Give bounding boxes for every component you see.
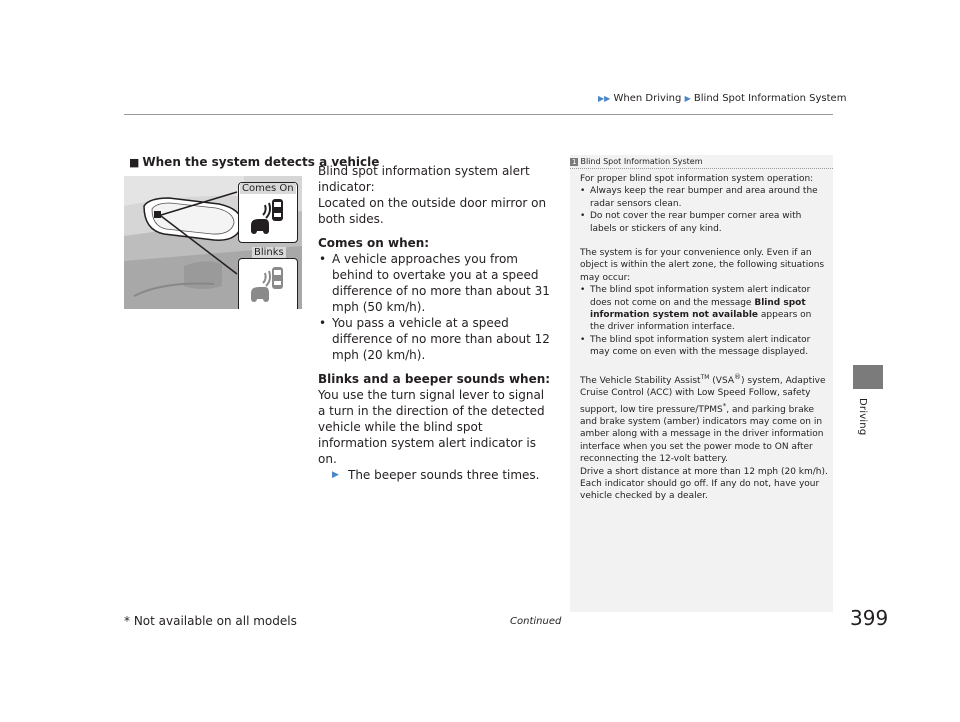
breadcrumb-arrow-icon: ▶▶ [598,94,611,103]
note-paragraph: The system is for your convenience only. Even if an object is within the alert zone, the following situations may occur: [580,248,825,283]
breadcrumb [598,93,846,104]
blinks-heading: Blinks and a beeper sounds when: [318,372,551,386]
section-heading: ■ When the system detects a vehicle [129,155,380,169]
blinks-text: You use the turn signal lever to signal a turn in the direction of the detected vehicle while the blind spot information system alert indicator is on. [318,388,545,466]
beeper-note: ▶ The beeper sounds three times. [332,468,540,482]
side-note-body [580,173,828,503]
comes-on-item: • You pass a vehicle at a speed difference of no more than about 12 mph (20 km/h). [319,316,550,362]
side-note-divider [570,168,833,169]
intro-line-1: Blind spot information system alert indicator: [318,164,530,194]
note-paragraph: The Vehicle Stability Assist™ (VSA®) system, Adaptive Cruise Control (ACC) with Low Speed Follow, safety support, low tire pressure/TPMS*, and parking brake and brake system (amber) indicators may come on in amber along with a message in the driver information interface when you set the power mode to ON after reconnecting the 12-volt battery. [580,372,826,465]
breadcrumb-item-blind-spot: Blind Spot Information System [693,93,847,104]
chapter-tab [853,365,883,389]
note-bullet: • The blind spot information system alert indicator may come on even with the message displayed. [580,334,811,358]
page-number: 399 [850,606,889,630]
mirror-illustration [124,176,302,309]
chapter-tab-label: Driving [857,398,868,436]
main-text [318,163,554,483]
note-paragraph: For proper blind spot information system operation: [580,174,814,184]
comes-on-label: Comes On [242,183,294,194]
header-divider [124,114,833,115]
comes-on-heading: Comes on when: [318,236,430,250]
intro-line-2: Located on the outside door mirror on both sides. [318,196,547,226]
side-note-title: 1 Blind Spot Information System [572,157,703,166]
breadcrumb-arrow-icon: ▶ [684,94,691,103]
note-number-badge: 1 [572,158,577,166]
section-square-icon: ■ [129,156,140,169]
comes-on-item: • A vehicle approaches you from behind to overtake you at a speed difference of no more than about 31 mph (50 km/h). [319,252,550,314]
note-bullet: • Do not cover the rear bumper corner area with labels or stickers of any kind. [580,211,802,234]
blinks-label: Blinks [254,247,284,258]
note-paragraph: Drive a short distance at more than 12 mph (20 km/h). Each indicator should go off. If any do not, have your vehicle checked by a dealer. [580,466,828,502]
continued-label: Continued [510,616,562,627]
footnote: * Not available on all models [124,614,297,628]
blind-spot-indicator-blink-icon [239,259,296,309]
reference-arrow-icon: ▶ [332,470,339,480]
note-bullet: • Always keep the rear bumper and area around the radar sensors clean. [580,186,818,209]
breadcrumb-item-when-driving: When Driving [613,93,682,104]
blinks-callout [238,258,298,309]
note-bullet: • The blind spot information system alert indicator does not come on and the message Blind spot information system not available appears on the driver information interface. [580,285,812,333]
